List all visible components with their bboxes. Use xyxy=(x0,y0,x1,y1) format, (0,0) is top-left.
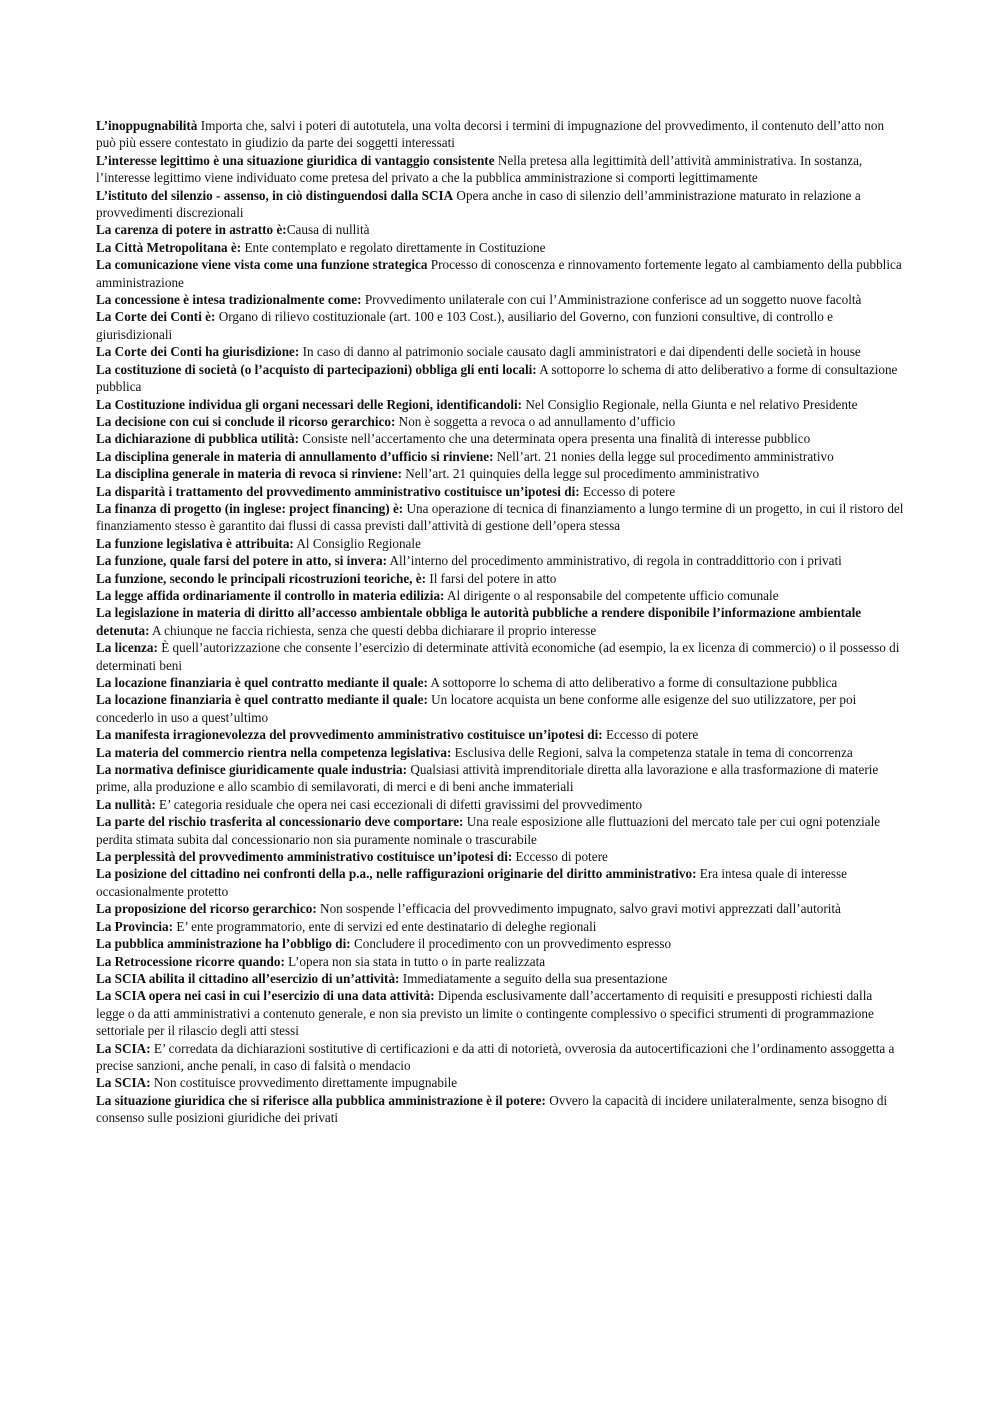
entry-question: La Provincia: xyxy=(96,918,174,934)
entry-answer: Una operazione di tecnica di finanziamento a lungo termine di un progetto, in cui il ristoro del finanziamento stesso è garantito dai flussi di cassa previsti dall’attività di gestione dell’opera stessa xyxy=(96,500,904,534)
entry-answer: A sottoporre lo schema di atto deliberativo a forme di consultazione pubblica xyxy=(96,361,898,395)
qa-entry xyxy=(96,848,904,865)
qa-entry xyxy=(96,117,904,152)
entry-answer: Provvedimento unilaterale con cui l’Amministrazione conferisce ad un soggetto nuove facoltà xyxy=(361,292,862,308)
entry-answer: Concludere il procedimento con un provvedimento espresso xyxy=(350,936,672,952)
document-page xyxy=(96,117,904,1127)
qa-entry xyxy=(96,465,904,482)
qa-entry xyxy=(96,152,904,187)
entry-answer: Il farsi del potere in atto xyxy=(426,570,557,586)
entry-question: La disparità i trattamento del provvedimento amministrativo costituisce un’ipotesi di: xyxy=(96,483,580,499)
entry-question: La normativa definisce giuridicamente quale industria: xyxy=(96,762,408,778)
entry-question: La nullità: xyxy=(96,796,156,812)
qa-entry xyxy=(96,483,904,500)
qa-entry xyxy=(96,813,904,848)
entry-answer: Opera anche in caso di silenzio dell’amministrazione maturato in relazione a provvedimenti discrezionali xyxy=(96,187,861,221)
qa-entry xyxy=(96,361,904,396)
qa-entry xyxy=(96,221,904,238)
entry-answer: Ovvero la capacità di incidere unilateralmente, senza bisogno di consenso sulle posizioni giuridiche dei privati xyxy=(96,1092,888,1126)
entry-question: La pubblica amministrazione ha l’obbligo di: xyxy=(96,936,351,952)
entry-answer: Ente contemplato e regolato direttamente in Costituzione xyxy=(241,239,546,255)
entry-answer: Eccesso di potere xyxy=(602,727,699,743)
entry-answer: Immediatamente a seguito della sua presentazione xyxy=(399,970,668,986)
entry-answer: Consiste nell’accertamento che una determinata opera presenta una finalità di interesse pubblico xyxy=(298,431,811,447)
qa-entry xyxy=(96,987,904,1039)
entry-question: L’interesse legittimo è una situazione giuridica di vantaggio consistente xyxy=(96,152,495,168)
entry-answer: A sottoporre lo schema di atto deliberativo a forme di consultazione pubblica xyxy=(427,675,838,690)
qa-entry xyxy=(96,1040,904,1075)
entry-answer: Non sospende l’efficacia del provvedimento impugnato, salvo gravi motivi apprezzati dall’autorità xyxy=(316,901,841,917)
entry-question: La locazione finanziaria è quel contratto mediante il quale: xyxy=(96,692,428,708)
qa-entry xyxy=(96,396,904,413)
qa-entry xyxy=(96,1092,904,1127)
entry-question: La funzione, quale farsi del potere in atto, si invera: xyxy=(96,553,387,569)
entry-question: La disciplina generale in materia di revoca si rinviene: xyxy=(96,466,402,482)
qa-entry xyxy=(96,970,904,987)
entry-answer: Organo di rilievo costituzionale (art. 100 e 103 Cost.), ausiliario del Governo, con funzioni consultive, di controllo e giurisdizionali xyxy=(96,309,834,342)
qa-entry xyxy=(96,604,904,639)
qa-entry xyxy=(96,552,904,569)
entry-question: La dichiarazione di pubblica utilità: xyxy=(96,431,299,447)
entry-answer: Nell’art. 21 quinquies della legge sul procedimento amministrativo xyxy=(401,466,760,482)
entry-question: La proposizione del ricorso gerarchico: xyxy=(96,901,317,917)
qa-entry xyxy=(96,343,904,360)
entry-question: La SCIA opera nei casi in cui l’esercizio di una data attività: xyxy=(96,988,435,1004)
entry-answer: Processo di conoscenza e rinnovamento fortemente legato al cambiamento della pubblica amministrazione xyxy=(96,257,902,290)
qa-entry xyxy=(96,900,904,917)
entry-question: La manifesta irragionevolezza del provvedimento amministrativo costituisce un’ipotesi di: xyxy=(96,727,603,743)
qa-entry xyxy=(96,726,904,743)
entry-answer: A chiunque ne faccia richiesta, senza che questi debba dichiarare il proprio interesse xyxy=(149,622,597,638)
entry-answer: Importa che, salvi i poteri di autotutela, una volta decorsi i termini di impugnazione del provvedimento, il contenuto dell’atto non può più essere contestato in giudizio da parte dei soggetti interessati xyxy=(96,118,885,151)
qa-entry xyxy=(96,953,904,970)
entry-answer: Eccesso di potere xyxy=(512,849,608,865)
entry-answer: Causa di nullità xyxy=(286,222,370,238)
entry-answer: Dipenda esclusivamente dall’accertamento di requisiti e presupposti richiesti dalla legge o da atti amministrativi a contenuto generale, e non sia previsto un limite o contingente complessivo o specifici strumenti di programmazione settoriale per il rilascio degli atti stessi xyxy=(96,988,874,1039)
entry-question: La posizione del cittadino nei confronti della p.a., nelle raffigurazioni originarie del diritto amministrativo: xyxy=(96,866,697,882)
entry-question: La comunicazione viene vista come una funzione strategica xyxy=(96,257,428,273)
entry-question: La funzione legislativa è attribuita: xyxy=(96,535,294,551)
entry-answer: Esclusiva delle Regioni, salva la competenza statale in tema di concorrenza xyxy=(451,744,853,760)
qa-entry xyxy=(96,570,904,587)
entry-question: L’istituto del silenzio - assenso, in ciò distinguendosi dalla SCIA xyxy=(96,187,454,203)
entry-question: La disciplina generale in materia di annullamento d’ufficio si rinviene: xyxy=(96,448,494,464)
entry-answer: L’opera non sia stata in tutto o in parte realizzata xyxy=(284,953,546,969)
qa-entry xyxy=(96,674,904,691)
entry-question: La finanza di progetto (in inglese: project financing) è: xyxy=(96,500,404,516)
entry-answer: Al dirigente o al responsabile del competente ufficio comunale xyxy=(444,587,779,603)
entry-question: La perplessità del provvedimento amministrativo costituisce un’ipotesi di: xyxy=(96,849,513,865)
qa-entry xyxy=(96,691,904,726)
entry-question: La SCIA abilita il cittadino all’esercizio di un’attività: xyxy=(96,970,400,986)
qa-entry xyxy=(96,865,904,900)
entry-question: L’inoppugnabilità xyxy=(96,118,198,133)
qa-entry xyxy=(96,291,904,308)
qa-entry xyxy=(96,308,904,343)
entry-question: La Corte dei Conti ha giurisdizione: xyxy=(96,344,300,360)
entry-question: La SCIA: xyxy=(96,1040,151,1056)
entry-question: La Città Metropolitana è: xyxy=(96,239,242,255)
entry-question: La legge affida ordinariamente il controllo in materia edilizia: xyxy=(96,587,445,603)
entry-answer: Qualsiasi attività imprenditoriale diretta alla lavorazione e alla trasformazione di materie prime, alla produzione e allo scambio di semilavorati, di merci e di beni anche immateriali xyxy=(96,762,879,795)
entry-question: La decisione con cui si conclude il ricorso gerarchico: xyxy=(96,413,396,429)
entry-answer: E’ corredata da dichiarazioni sostitutive di certificazioni e da atti di notorietà, ovverosia da autocertificazioni che l’ordinamento assoggetta a precise sanzioni, anche penali, in caso di falsità o mendacio xyxy=(96,1040,895,1073)
entry-answer: All’interno del procedimento amministrativo, di regola in contraddittorio con i privati xyxy=(386,553,842,569)
qa-entry xyxy=(96,796,904,813)
entry-question: La parte del rischio trasferita al concessionario deve comportare: xyxy=(96,814,464,830)
qa-entry xyxy=(96,587,904,604)
entry-answer: Un locatore acquista un bene conforme alle esigenze del suo utilizzatore, per poi concederlo in uso a quest’ultimo xyxy=(96,692,857,725)
entry-answer: Nell’art. 21 nonies della legge sul procedimento amministrativo xyxy=(493,448,834,464)
qa-entry xyxy=(96,430,904,447)
entry-question: La carenza di potere in astratto è: xyxy=(96,222,287,238)
entry-answer: Era intesa quale di interesse occasionalmente protetto xyxy=(96,866,847,899)
qa-entry xyxy=(96,187,904,222)
qa-entry xyxy=(96,918,904,935)
qa-entry xyxy=(96,761,904,796)
entry-question: La concessione è intesa tradizionalmente come: xyxy=(96,292,362,308)
entry-question: La Costituzione individua gli organi necessari delle Regioni, identificandoli: xyxy=(96,396,523,412)
entry-question: La materia del commercio rientra nella competenza legislativa: xyxy=(96,744,452,760)
entry-question: La legislazione in materia di diritto all’accesso ambientale obbliga le autorità pubbliche a rendere disponibile l’informazione ambientale detenuta: xyxy=(96,605,862,638)
entry-question: La licenza: xyxy=(96,640,158,656)
entry-answer: Al Consiglio Regionale xyxy=(293,535,421,551)
entry-question: La costituzione di società (o l’acquisto di partecipazioni) obbliga gli enti locali: xyxy=(96,361,537,377)
qa-entry xyxy=(96,256,904,291)
entry-question: La situazione giuridica che si riferisce alla pubblica amministrazione è il potere: xyxy=(96,1092,546,1108)
entry-question: La Retrocessione ricorre quando: xyxy=(96,953,285,969)
entry-answer: Non è soggetta a revoca o ad annullamento d’ufficio xyxy=(395,413,676,429)
entry-answer: In caso di danno al patrimonio sociale causato dagli amministratori e dai dipendenti delle società in house xyxy=(299,344,861,360)
entry-question: La Corte dei Conti è: xyxy=(96,309,216,325)
qa-entry xyxy=(96,1074,904,1091)
entry-answer: E’ categoria residuale che opera nei casi eccezionali di difetti gravissimi del provvedimento xyxy=(155,796,643,812)
qa-entry xyxy=(96,535,904,552)
qa-entry xyxy=(96,239,904,256)
qa-entry xyxy=(96,500,904,535)
qa-entry xyxy=(96,935,904,952)
qa-entry xyxy=(96,744,904,761)
qa-entry xyxy=(96,413,904,430)
entry-question: La SCIA: xyxy=(96,1075,151,1091)
entry-answer: E’ ente programmatorio, ente di servizi ed ente destinatario di deleghe regionali xyxy=(173,918,597,934)
entry-answer: Nella pretesa alla legittimità dell’attività amministrativa. In sostanza, l’interesse legittimo viene individuato come pretesa del privato a che la pubblica amministrazione si comporti legittimamente xyxy=(96,152,863,186)
qa-entry xyxy=(96,639,904,674)
entry-answer: È quell’autorizzazione che consente l’esercizio di determinate attività economiche (ad esempio, la ex licenza di commercio) o il possesso di determinati beni xyxy=(96,640,900,673)
qa-entry xyxy=(96,448,904,465)
entry-question: La locazione finanziaria è quel contratto mediante il quale: xyxy=(96,675,428,690)
entry-answer: Nel Consiglio Regionale, nella Giunta e nel relativo Presidente xyxy=(522,396,858,412)
entry-answer: Una reale esposizione alle fluttuazioni del mercato tale per cui ogni potenziale perdita stimata subita dal concessionario non sia puramente nominale o trascurabile xyxy=(96,814,881,847)
entry-question: La funzione, secondo le principali ricostruzioni teoriche, è: xyxy=(96,570,427,586)
entry-answer: Eccesso di potere xyxy=(579,483,676,499)
entry-answer: Non costituisce provvedimento direttamente impugnabile xyxy=(150,1075,458,1091)
